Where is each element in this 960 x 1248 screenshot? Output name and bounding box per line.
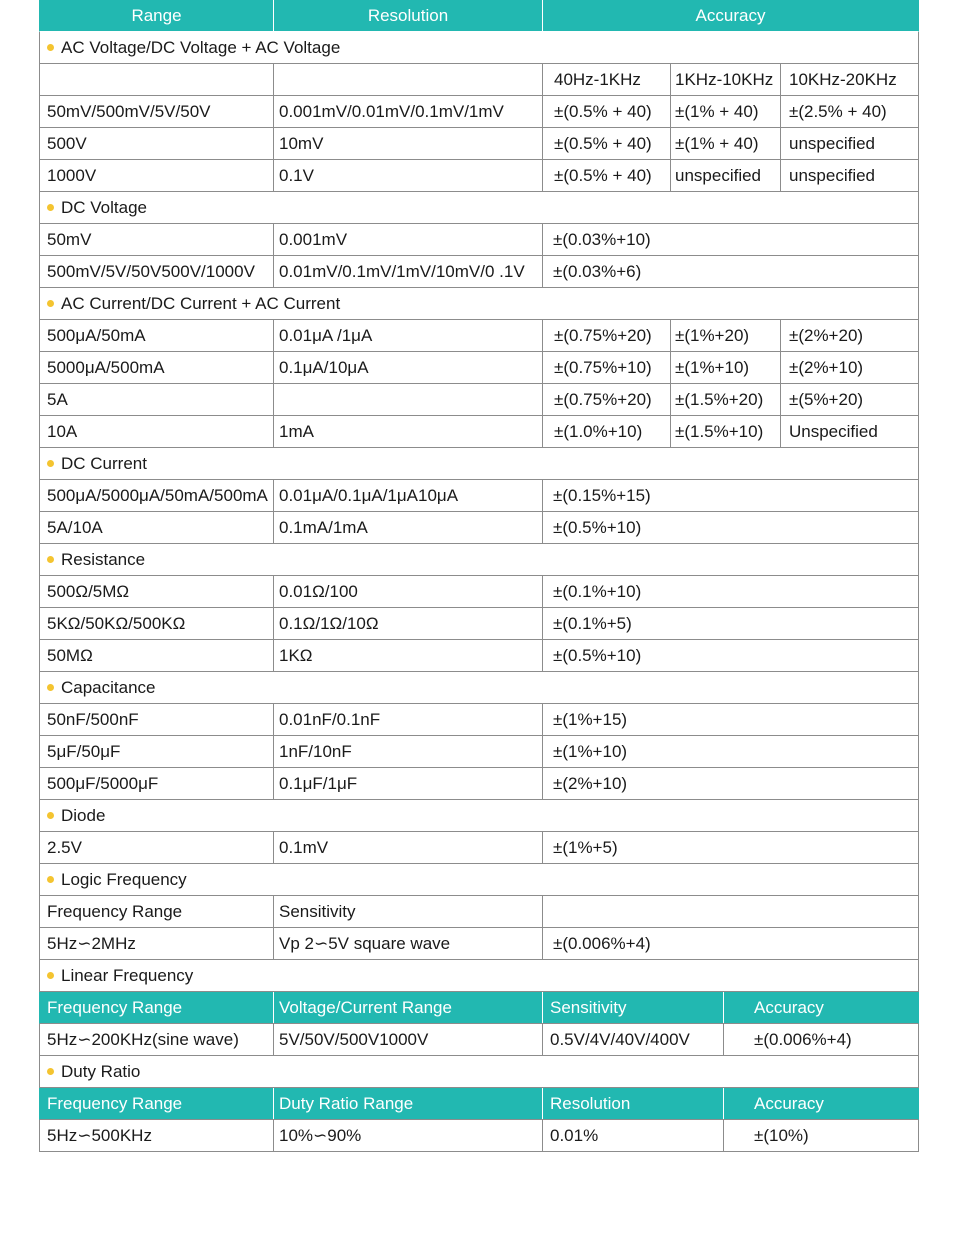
subheader-cell: 10KHz-20KHz <box>780 64 918 95</box>
table-cell: ±(0.006%+4) <box>723 1024 918 1055</box>
subheader-cell <box>40 64 273 95</box>
subheader-cell: 1KHz-10KHz <box>670 64 780 95</box>
section-row <box>39 960 919 992</box>
table-cell: ±(0.75%+20) <box>542 384 670 415</box>
section-title-text: Linear Frequency <box>61 966 194 985</box>
table-cell: ±(0.5%+10) <box>542 512 918 543</box>
table-cell: 500Ω/5MΩ <box>47 582 130 601</box>
table-cell: 0.01Ω/100 <box>273 576 542 607</box>
header-accuracy: Accuracy <box>542 0 918 31</box>
table-cell: ±(1%+20) <box>670 320 780 351</box>
table-row <box>39 512 919 544</box>
table-row <box>39 704 919 736</box>
table-header <box>39 0 919 32</box>
table-cell: Sensitivity <box>273 896 542 927</box>
table-cell: Vp 2∽5V square wave <box>273 928 542 959</box>
table-row <box>39 320 919 352</box>
bullet-icon <box>47 1068 54 1075</box>
column-header-cell: Frequency Range <box>47 998 183 1017</box>
table-cell: 1KΩ <box>273 640 542 671</box>
column-header-cell: Duty Ratio Range <box>273 1088 542 1119</box>
table-cell: 5Hz∽2MHz <box>47 934 136 953</box>
table-cell: 0.01% <box>542 1120 723 1151</box>
table-cell: ±(1.0%+10) <box>542 416 670 447</box>
spec-table <box>39 0 919 1152</box>
table-cell: ±(2%+10) <box>780 352 918 383</box>
bullet-icon <box>47 300 54 307</box>
column-header-cell: Frequency Range <box>47 1094 183 1113</box>
section-title-text: Resistance <box>61 550 146 569</box>
subheader-cell: 40Hz-1KHz <box>542 64 670 95</box>
section-row <box>39 192 919 224</box>
table-cell: ±(0.03%+10) <box>542 224 918 255</box>
section-row <box>39 1056 919 1088</box>
table-cell: ±(2%+10) <box>542 768 918 799</box>
subheader-cell <box>273 64 542 95</box>
table-row <box>39 480 919 512</box>
section-title-text: Duty Ratio <box>61 1062 141 1081</box>
table-cell: 500mV/5V/50V500V/1000V <box>47 262 255 281</box>
table-cell: 5μF/50μF <box>47 742 121 761</box>
table-row <box>39 832 919 864</box>
table-cell: ±(1%+10) <box>542 736 918 767</box>
table-row <box>39 256 919 288</box>
table-cell: 500V <box>47 134 87 153</box>
table-cell <box>542 896 918 927</box>
table-cell: 500μF/5000μF <box>47 774 159 793</box>
table-cell: ±(0.5% + 40) <box>542 160 670 191</box>
header-resolution: Resolution <box>273 0 542 31</box>
table-row <box>39 928 919 960</box>
bullet-icon <box>47 460 54 467</box>
section-title <box>40 192 147 223</box>
table-cell: 500μA/50mA <box>47 326 146 345</box>
table-cell: 5A/10A <box>47 518 103 537</box>
table-cell: 10%∽90% <box>273 1120 542 1151</box>
column-header-cell: Resolution <box>542 1088 723 1119</box>
table-row <box>39 768 919 800</box>
bullet-icon <box>47 44 54 51</box>
table-cell: 2.5V <box>47 838 82 857</box>
table-cell: 0.01μA/0.1μA/1μA10μA <box>273 480 542 511</box>
table-cell: 1000V <box>47 166 97 185</box>
table-cell: Frequency Range <box>47 902 183 921</box>
table-cell: ±(0.75%+20) <box>542 320 670 351</box>
table-cell: 0.01μA /1μA <box>273 320 542 351</box>
table-cell: 50mV/500mV/5V/50V <box>47 102 211 121</box>
table-body <box>39 32 919 1152</box>
table-cell: 0.5V/4V/40V/400V <box>542 1024 723 1055</box>
table-cell: 0.01nF/0.1nF <box>273 704 542 735</box>
section-title <box>40 32 340 63</box>
table-cell: 50MΩ <box>47 646 93 665</box>
section-row <box>39 32 919 64</box>
table-row <box>39 576 919 608</box>
table-row <box>39 1120 919 1152</box>
table-cell: 5Hz∽200KHz(sine wave) <box>47 1030 239 1049</box>
section-title-text: DC Current <box>61 454 147 473</box>
table-cell: 0.1Ω/1Ω/10Ω <box>273 608 542 639</box>
table-row <box>39 896 919 928</box>
column-header-row <box>39 1088 919 1120</box>
table-row <box>39 608 919 640</box>
column-header-cell: Accuracy <box>723 992 918 1023</box>
table-cell: ±(10%) <box>723 1120 918 1151</box>
subheader-row <box>39 64 919 96</box>
table-cell: Unspecified <box>780 416 918 447</box>
bullet-icon <box>47 204 54 211</box>
table-cell: ±(0.5% + 40) <box>542 96 670 127</box>
table-row <box>39 128 919 160</box>
table-cell: unspecified <box>670 160 780 191</box>
section-title <box>40 800 105 831</box>
table-cell: ±(1%+15) <box>542 704 918 735</box>
table-row <box>39 96 919 128</box>
table-cell: ±(2%+20) <box>780 320 918 351</box>
table-cell: ±(1.5%+10) <box>670 416 780 447</box>
table-cell: 5Hz∽500KHz <box>47 1126 152 1145</box>
section-row <box>39 448 919 480</box>
table-cell: ±(0.1%+5) <box>542 608 918 639</box>
section-title <box>40 1056 140 1087</box>
header-range: Range <box>131 6 182 25</box>
table-row <box>39 384 919 416</box>
table-cell: ±(5%+20) <box>780 384 918 415</box>
section-title <box>40 960 193 991</box>
bullet-icon <box>47 972 54 979</box>
table-row <box>39 160 919 192</box>
table-cell: ±(0.1%+10) <box>542 576 918 607</box>
table-cell: ±(1%+10) <box>670 352 780 383</box>
column-header-row <box>39 992 919 1024</box>
column-header-cell: Sensitivity <box>542 992 723 1023</box>
table-row <box>39 416 919 448</box>
section-title <box>40 544 145 575</box>
table-cell: ±(1%+5) <box>542 832 918 863</box>
section-title-text: AC Current/DC Current + AC Current <box>61 294 341 313</box>
table-cell: ±(0.75%+10) <box>542 352 670 383</box>
table-cell: 5KΩ/50KΩ/500KΩ <box>47 614 186 633</box>
table-cell: 0.001mV/0.01mV/0.1mV/1mV <box>273 96 542 127</box>
table-row <box>39 224 919 256</box>
table-cell: unspecified <box>780 128 918 159</box>
table-cell: 500μA/5000μA/50mA/500mA <box>47 486 268 505</box>
section-title <box>40 448 147 479</box>
table-cell: 5A <box>47 390 68 409</box>
table-cell <box>273 384 542 415</box>
section-title-text: DC Voltage <box>61 198 147 217</box>
table-cell: 5V/50V/500V1000V <box>273 1024 542 1055</box>
section-title <box>40 288 340 319</box>
table-cell: ±(0.006%+4) <box>542 928 918 959</box>
table-cell: ±(1% + 40) <box>670 128 780 159</box>
table-cell: 10A <box>47 422 78 441</box>
table-cell: 0.1μA/10μA <box>273 352 542 383</box>
bullet-icon <box>47 556 54 563</box>
section-row <box>39 544 919 576</box>
section-title-text: Logic Frequency <box>61 870 187 889</box>
table-cell: ±(1% + 40) <box>670 96 780 127</box>
table-row <box>39 736 919 768</box>
table-cell: ±(0.15%+15) <box>542 480 918 511</box>
section-title <box>40 672 156 703</box>
table-cell: 1nF/10nF <box>273 736 542 767</box>
section-row <box>39 800 919 832</box>
table-cell: 10mV <box>273 128 542 159</box>
table-cell: 0.1mV <box>273 832 542 863</box>
section-row <box>39 672 919 704</box>
table-row <box>39 1024 919 1056</box>
column-header-cell: Voltage/Current Range <box>273 992 542 1023</box>
table-row <box>39 352 919 384</box>
table-cell: unspecified <box>780 160 918 191</box>
table-cell: ±(2.5% + 40) <box>780 96 918 127</box>
table-cell: ±(0.5% + 40) <box>542 128 670 159</box>
table-cell: ±(0.03%+6) <box>542 256 918 287</box>
table-cell: ±(1.5%+20) <box>670 384 780 415</box>
section-row <box>39 288 919 320</box>
table-cell: 50nF/500nF <box>47 710 139 729</box>
bullet-icon <box>47 876 54 883</box>
section-title-text: Capacitance <box>61 678 156 697</box>
table-row <box>39 640 919 672</box>
table-cell: 0.01mV/0.1mV/1mV/10mV/0 .1V <box>273 256 542 287</box>
table-cell: 0.1μF/1μF <box>273 768 542 799</box>
table-cell: 5000μA/500mA <box>47 358 165 377</box>
section-title-text: AC Voltage/DC Voltage + AC Voltage <box>61 38 341 57</box>
bullet-icon <box>47 812 54 819</box>
bullet-icon <box>47 684 54 691</box>
table-cell: 1mA <box>273 416 542 447</box>
table-cell: 0.1V <box>273 160 542 191</box>
section-title <box>40 864 187 895</box>
table-cell: 0.1mA/1mA <box>273 512 542 543</box>
table-cell: 50mV <box>47 230 92 249</box>
table-cell: 0.001mV <box>273 224 542 255</box>
column-header-cell: Accuracy <box>723 1088 918 1119</box>
section-row <box>39 864 919 896</box>
table-cell: ±(0.5%+10) <box>542 640 918 671</box>
section-title-text: Diode <box>61 806 106 825</box>
